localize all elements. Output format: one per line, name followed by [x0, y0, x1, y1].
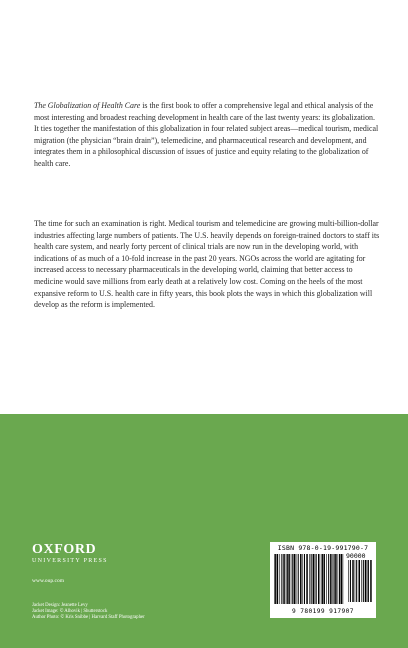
- credit-photo: Author Photo: © Kris Snibbe | Harvard Staff Photographer: [32, 615, 145, 621]
- barcode-bar: [315, 554, 316, 604]
- barcode-bar: [304, 554, 305, 604]
- barcode-bar: [359, 560, 361, 602]
- barcode-bar: [309, 554, 310, 604]
- isbn-barcode: [270, 542, 376, 618]
- barcode-bar: [368, 560, 369, 602]
- barcode-bar: [275, 554, 276, 604]
- barcode-bar: [367, 560, 368, 602]
- barcode-bar: [348, 560, 349, 602]
- price-barcode-bars: [348, 560, 372, 606]
- description-paragraph-2: [34, 218, 380, 311]
- barcode-bar: [296, 554, 297, 604]
- barcode-bar: [352, 560, 354, 602]
- barcode-bar: [294, 554, 296, 604]
- barcode-bar: [323, 554, 325, 604]
- barcode-bar: [281, 554, 282, 604]
- barcode-bar: [339, 554, 340, 604]
- price-code: 90000: [346, 552, 366, 560]
- barcode-bar: [338, 554, 339, 604]
- description-paragraph-1: [34, 100, 380, 170]
- barcode-bar: [300, 554, 302, 604]
- barcode-bar: [274, 554, 275, 604]
- barcode-bar: [334, 554, 335, 604]
- barcode-bar: [365, 560, 367, 602]
- barcode-bar: [363, 560, 364, 602]
- barcode-bar: [355, 560, 356, 602]
- isbn-label: ISBN 978-0-19-991790-7: [277, 544, 369, 552]
- barcode-bar: [287, 554, 288, 604]
- barcode-bar: [328, 554, 329, 604]
- barcode-bar: [279, 554, 280, 604]
- barcode-bar: [311, 554, 312, 604]
- publisher-subtitle: UNIVERSITY PRESS: [32, 558, 108, 564]
- barcode-bar: [341, 554, 343, 604]
- barcode-bar: [306, 554, 308, 604]
- barcode-bar: [356, 560, 357, 602]
- barcode-bar: [291, 554, 292, 604]
- barcode-bar: [321, 554, 322, 604]
- credit-image: Jacket Image: © Alhovik | Shutterstock: [32, 609, 108, 615]
- publisher-logo: [32, 543, 108, 565]
- paragraph-2-text: The time for such an examination is right. Medical tourism and telemedicine are growing multi-billion-dollar industries affecting large numbers of patients. The U.S. heavily depends on foreign-trained doctors to staff its health care system, and nearly forty percent of clinical trials are now run in the developing world, with indications of as much of a 10-fold increase in the past 20 years. NGOs across the world are agitating for increased access to necessary pharmaceuticals in the developing world, claiming that better access to medicine would save millions from early death at a relatively low cost. Coming on the heels of the most expansive reform to U.S. health care in fifty years, this book plots the ways in which this globalization will develop as the reform is implemented.: [34, 219, 380, 310]
- publisher-name: OXFORD: [32, 542, 97, 557]
- barcode-bar: [298, 554, 299, 604]
- barcode-bar: [370, 560, 372, 602]
- barcode-bar: [316, 554, 317, 604]
- barcode-bar: [333, 554, 334, 604]
- barcode-bar: [302, 554, 303, 604]
- barcode-bar: [350, 560, 351, 602]
- barcode-bar: [313, 554, 315, 604]
- barcode-bar: [343, 554, 344, 604]
- barcode-bar: [286, 554, 287, 604]
- barcode-bar: [318, 554, 320, 604]
- barcode-bar: [326, 554, 327, 604]
- barcode-bar: [335, 554, 337, 604]
- jacket-credits: [32, 603, 145, 622]
- publisher-website: www.oup.com: [32, 578, 65, 584]
- credit-design: Jacket Design: Jeanette Levy: [32, 603, 88, 608]
- barcode-bar: [322, 554, 323, 604]
- barcode-bar: [361, 560, 362, 602]
- barcode-bar: [330, 554, 332, 604]
- paragraph-1-text: is the first book to offer a comprehensive legal and ethical analysis of the most interesting and broadest reaching development in health care of the last twenty years: its globalization. It ties together the manifestation of this globalization in four related subject areas—medical tourism, medical migration (the physician “brain drain”), telemedicine, and pharmaceutical research and development, and integrates them in a philosophical discussion of issues of justice and equity relating to the globalization of health care.: [34, 101, 379, 168]
- book-title-italic: The Globalization of Health Care: [34, 101, 141, 110]
- barcode-bar: [277, 554, 279, 604]
- barcode-bar: [292, 554, 293, 604]
- barcode-bars: [274, 554, 344, 608]
- barcode-digits: 9 780199 917907: [292, 608, 354, 615]
- barcode-bar: [288, 554, 290, 604]
- barcode-bar: [283, 554, 285, 604]
